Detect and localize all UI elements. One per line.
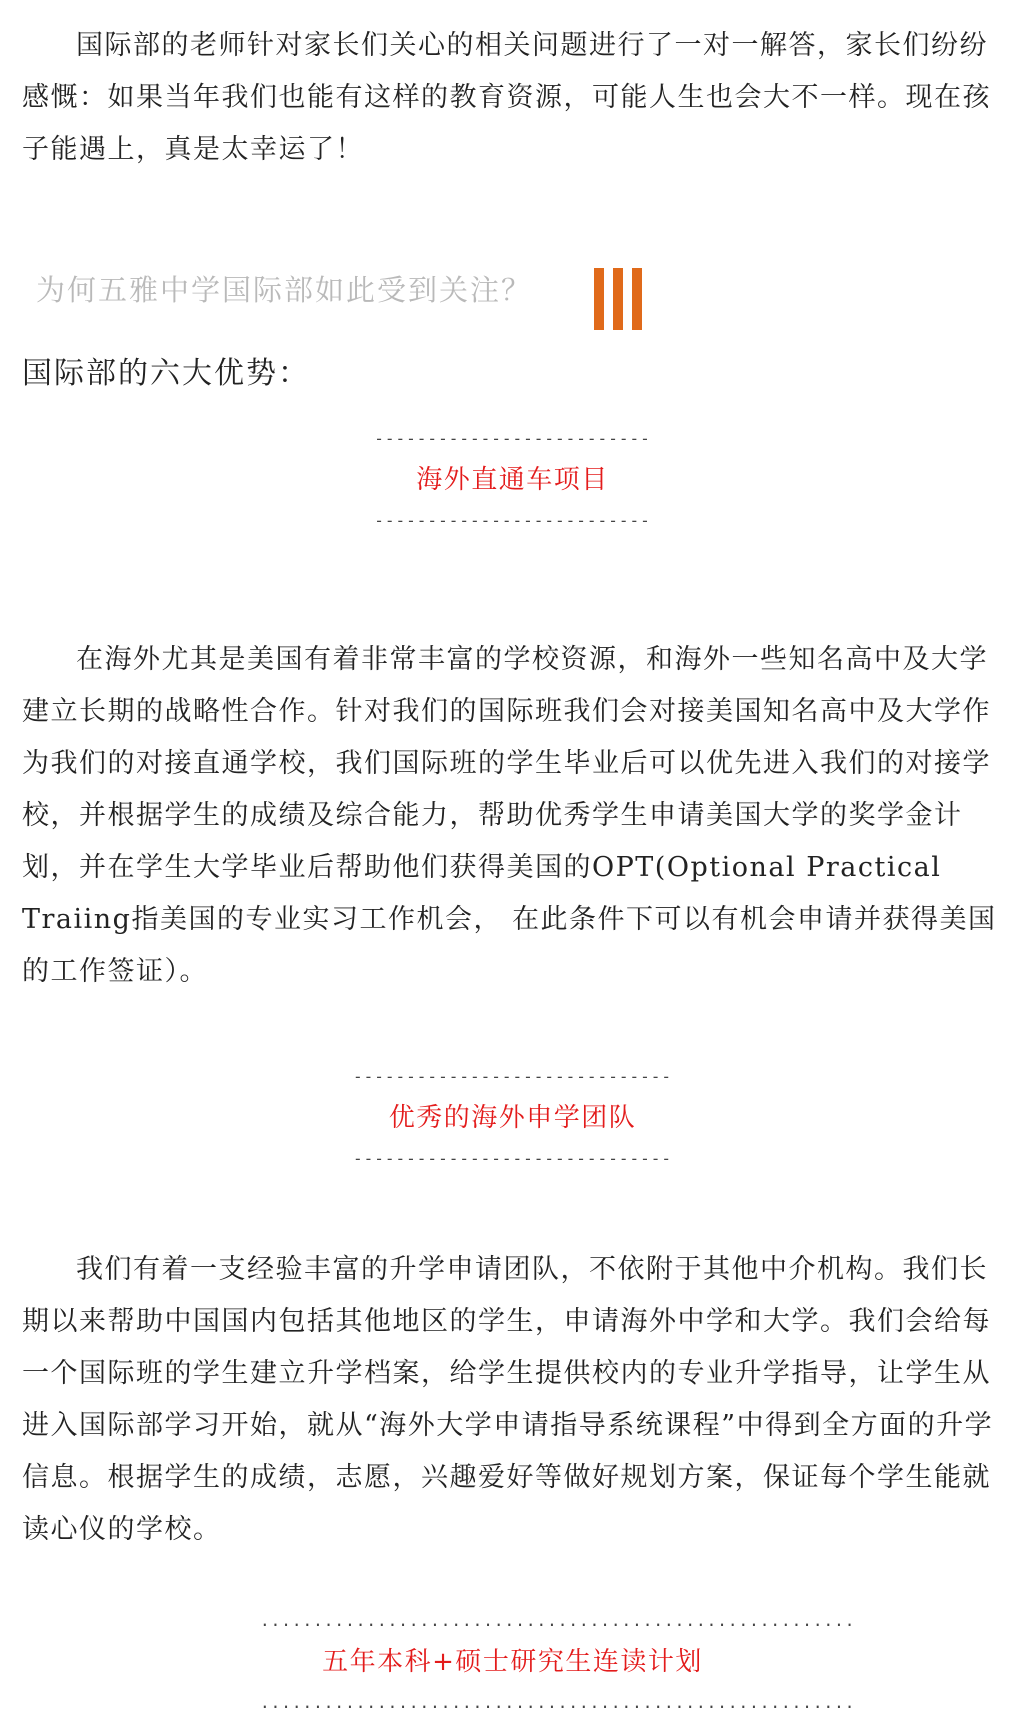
divider-top: ------------------------------ <box>353 1067 672 1086</box>
section-title: 优秀的海外申学团队 <box>388 1103 637 1133</box>
triple-bar-icon <box>594 268 642 330</box>
section-title: 五年本科+硕士研究生连读计划 <box>322 1647 703 1677</box>
divider-bottom: -------------------------- <box>374 511 651 530</box>
section-heading-application-team <box>300 1068 725 1168</box>
question-heading: 为何五雅中学国际部如此受到关注？ <box>36 273 533 307</box>
intro-paragraph: 国际部的老师针对家长们关心的相关问题进行了一对一解答，家长们纷纷感慨：如果当年我们也能有这样的教育资源，可能人生也会大不一样。现在孩子能遇上，真是太幸运了！ <box>22 30 991 165</box>
section-heading-bachelor-master <box>260 1611 856 1712</box>
section-paragraph-overseas-direct: 在海外尤其是美国有着非常丰富的学校资源，和海外一些知名高中及大学建立长期的战略性合作。针对我们的国际班我们会对接美国知名高中及大学作为我们的对接直通学校，我们国际班的学生毕业后可以优先进入我们的对接学校，并根据学生的成绩及综合能力，帮助优秀学生申请美国大学的奖学金计划，并在学生大学毕业后帮助他们获得美国的OPT(Optional Practical Traiing指美国的专业实习工作机会， 在此条件下可以有机会申请并获得美国的工作签证）。 <box>22 644 997 987</box>
divider-top: -------------------------- <box>374 429 651 448</box>
section-heading-overseas-direct <box>340 430 685 530</box>
advantages-heading: 国际部的六大优势： <box>22 356 310 391</box>
section-title: 海外直通车项目 <box>416 465 609 495</box>
divider-bottom: ------------------------------ <box>353 1149 672 1168</box>
section-paragraph-application-team: 我们有着一支经验丰富的升学申请团队，不依附于其他中介机构。我们长期以来帮助中国国内包括其他地区的学生，申请海外中学和大学。我们会给每一个国际班的学生建立升学档案，给学生提供校内的专业升学指导，让学生从进入国际部学习开始，就从“海外大学申请指导系统课程”中得到全方面的升学信息。根据学生的成绩，志愿，兴趣爱好等做好规划方案，保证每个学生能就读心仪的学校。 <box>22 1254 994 1545</box>
divider-top: ........................................................ <box>260 1611 856 1630</box>
divider-bottom: ........................................................ <box>260 1693 856 1712</box>
